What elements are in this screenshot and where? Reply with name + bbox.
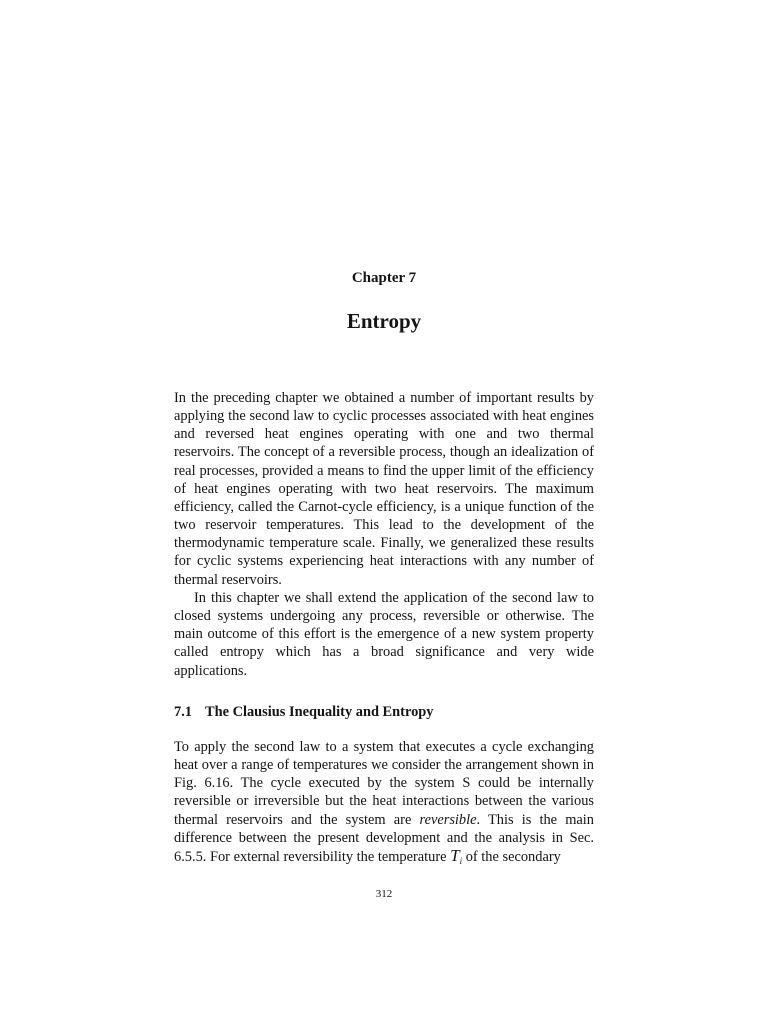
temperature-symbol-letter: T: [450, 845, 460, 865]
page-number: 312: [375, 888, 393, 900]
section-text-part-3: of the secondary: [462, 848, 561, 865]
temperature-symbol-subscript: i: [459, 855, 463, 866]
emphasis-reversible: reversible: [419, 811, 477, 828]
section-paragraph-1: [174, 738, 594, 870]
intro-paragraph-2: In this chapter we shall extend the application of the second law to closed systems undergoing any process, reversible or otherwise. The main outcome of this effort is the emergence of a new system property called entropy which has a broad significance and very wide applications.: [174, 590, 594, 679]
section-title: The Clausius Inequality and Entropy: [205, 704, 434, 720]
section-text-part-1: To apply the second law to a system that executes a cycle exchanging heat over a range of temperatures we consider the arrangement shown in Fig. 6.16. The cycle executed by the system S could be internally reversible or irreversible but the heat interactions between the various thermal reservoirs and the system are: [174, 739, 594, 828]
intro-paragraph-1: In the preceding chapter we obtained a number of important results by applying the second law to cyclic processes associated with heat engines and reversed heat engines operating with one and two thermal reservoirs. The concept of a reversible process, though an idealization of real processes, provided a means to find the upper limit of the efficiency of heat engines operating with two heat reservoirs. The maximum efficiency, called the Carnot-cycle efficiency, is a unique function of the two reservoir temperatures. This lead to the development of the thermodynamic temperature scale. Finally, we generalized these results for cyclic systems experiencing heat interactions with any number of thermal reservoirs.: [174, 390, 594, 588]
chapter-title: Entropy: [346, 309, 422, 333]
section-heading: [174, 704, 433, 721]
section-text-part-2: . This is the main difference between the present development and the analysis in Sec. 6.5.5. For external reversibility the temperature: [174, 811, 594, 865]
section-number: 7.1: [174, 704, 192, 720]
chapter-label: Chapter 7: [351, 270, 417, 286]
temperature-symbol: [450, 846, 462, 865]
